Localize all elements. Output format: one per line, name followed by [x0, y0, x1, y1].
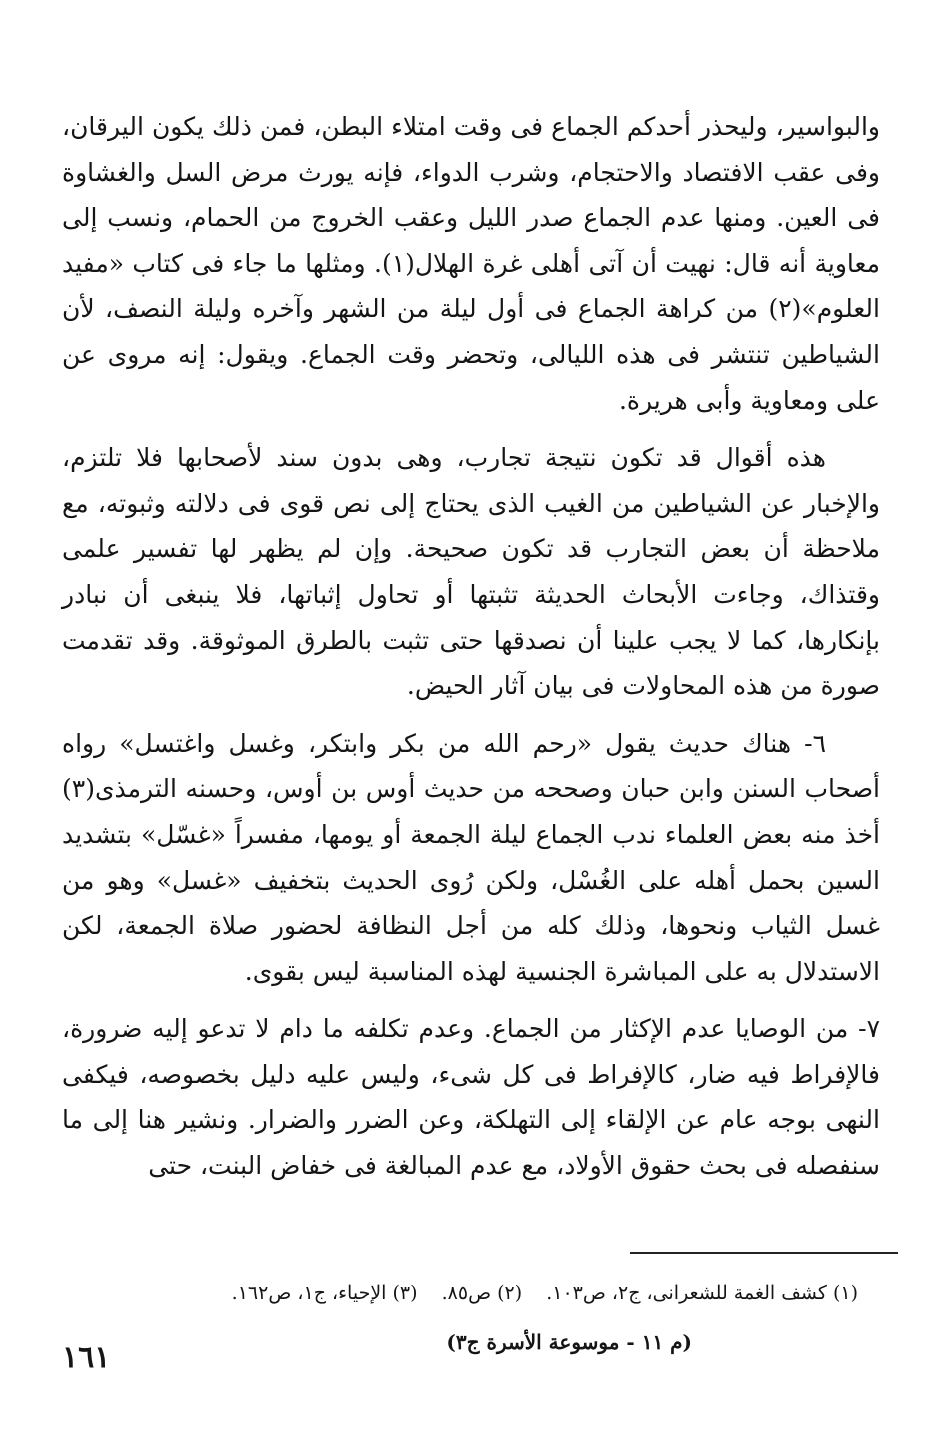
paragraph-1: والبواسير، وليحذر أحدكم الجماع فى وقت امتلاء البطن، فمن ذلك يكون اليرقان، وفى عقب الافتصاد والاحتجام، وشرب الدواء، فإنه يورث مرض السل والغشاوة فى العين. ومنها عدم الجماع صدر الليل وعقب الخروج من الحمام، ونسب إلى معاوية أنه قال: نهيت أن آتى أهلى غرة الهلال(١). ومثلها ما جاء فى كتاب «مفيد العلوم»(٢) من كراهة الجماع فى أول ليلة من الشهر وآخره وليلة النصف، لأن الشياطين تنتشر فى هذه الليالى، وتحضر وقت الجماع. ويقول: إنه مروى عن على ومعاوية وأبى هريرة. — [62, 112, 880, 415]
paragraph-2: هذه أقوال قد تكون نتيجة تجارب، وهى بدون سند لأصحابها فلا تلتزم، والإخبار عن الشياطين من الغيب الذى يحتاج إلى نص قوى فى دلالته وثبوته، مع ملاحظة أن بعض التجارب قد تكون صحيحة. وإن لم يظهر لها تفسير علمى وقتذاك، وجاءت الأبحاث الحديثة تثبتها أو تحاول إثباتها، فلا ينبغى أن نبادر بإنكارها، كما لا يجب علينا أن نصدقها حتى تثبت بالطرق الموثوقة. وقد تقدمت صورة من هذه المحاولات فى بيان آثار الحيض. — [62, 443, 880, 701]
footnote-1: (١) كشف الغمة للشعرانى، ج٢، ص١٠٣. — [546, 1282, 858, 1304]
paragraph-3: ٦- هناك حديث يقول «رحم الله من بكر وابتكر، وغسل واغتسل» رواه أصحاب السنن وابن حبان وصححه من حديث أوس بن أوس، وحسنه الترمذى(٣) أخذ منه بعض العلماء ندب الجماع ليلة الجمعة أو يومها، مفسراً «غسّل» بتشديد السين بحمل أهله على الغُسْل، ولكن رُوى الحديث بتخفيف «غسل» وهو من غسل الثياب ونحوها، وذلك كله من أجل النظافة لحضور صلاة الجمعة، لكن الاستدلال به على المباشرة الجنسية لهذه المناسبة ليس بقوى. — [62, 728, 880, 986]
paragraph-4: ٧- من الوصايا عدم الإكثار من الجماع. وعدم تكلفه ما دام لا تدعو إليه ضرورة، فالإفراط فيه ضار، كالإفراط فى كل شىء، وليس عليه دليل بخصوصه، فيكفى النهى بوجه عام عن الإلقاء إلى التهلكة، وعن الضرر والضرار. ونشير هنا إلى ما سنفصله فى بحث حقوق الأولاد، مع عدم المبالغة فى خفاض البنت، حتى — [62, 1014, 880, 1181]
footnote-divider — [630, 1252, 898, 1254]
footnote-3: (٣) الإحياء، ج١، ص١٦٢. — [231, 1282, 418, 1304]
footnote-2: (٢) ص٨٥. — [441, 1282, 523, 1304]
page-number: ١٦١ — [62, 1340, 111, 1375]
main-text — [62, 104, 880, 1189]
series-label: (م ١١ - موسوعة الأسرة ج٣) — [446, 1330, 692, 1354]
footnotes — [40, 1278, 858, 1308]
